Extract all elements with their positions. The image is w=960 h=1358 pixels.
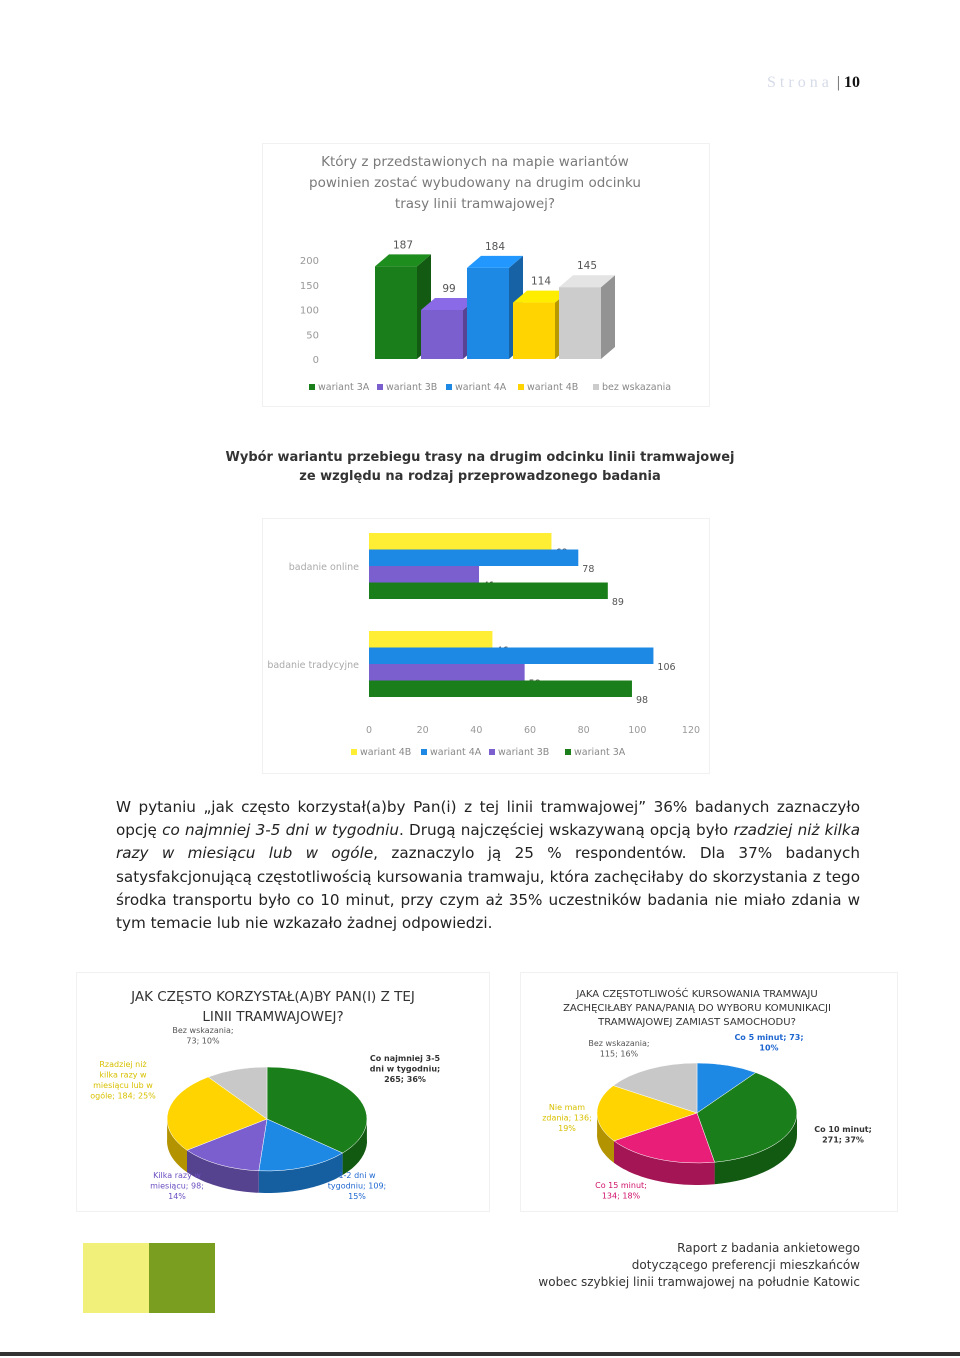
- y-tick-label: 150: [299, 280, 319, 292]
- legend-item: [518, 382, 578, 393]
- data-label: 89: [611, 597, 624, 608]
- slice-label: miesiącu lub w: [93, 1081, 153, 1090]
- y-tick-label: 50: [306, 330, 319, 342]
- paragraph-italic-2: rzadziej niż kilka razy w miesiącu lub w ogóle: [116, 821, 860, 863]
- footer-line3: wobec szybkiej linii tramwajowej na południe Katowic: [538, 1275, 860, 1289]
- chart-title: [309, 154, 641, 212]
- slice-label: Kilka razy w: [153, 1171, 201, 1180]
- page-header: [767, 74, 860, 92]
- slice-label: dni w tygodniu;: [369, 1064, 441, 1074]
- slice-label: 1-2 dni w: [338, 1171, 376, 1180]
- y-axis-ticks: [300, 256, 319, 366]
- page-number: 10: [844, 74, 860, 91]
- footer-line1: Raport z badania ankietowego: [677, 1241, 860, 1255]
- pie-slices: [597, 1063, 797, 1163]
- legend-item: [489, 747, 549, 758]
- category-label: badanie online: [288, 562, 359, 573]
- data-label: 98: [635, 695, 649, 706]
- slice-label: Bez wskazania;: [588, 1039, 650, 1048]
- slice-label: 15%: [348, 1192, 366, 1201]
- paragraph-italic-1: co najmniej 3-5 dni w tygodniu: [162, 821, 399, 840]
- chart-title-line: LINII TRAMWAJOWEJ?: [202, 1009, 344, 1025]
- survey-type-bar-chart-svg: [263, 519, 709, 773]
- slice-label: Rzadziej niż: [99, 1060, 147, 1069]
- variant-bar-chart-svg: [263, 144, 709, 406]
- slice-label: 134; 18%: [601, 1191, 641, 1201]
- chart-title-line: JAKA CZĘSTOTLIWOŚĆ KURSOWANIA TRAMWAJU: [576, 989, 818, 1000]
- section-title-line1: Wybór wariantu przebiegu trasy na drugim odcinku linii tramwajowej: [225, 450, 735, 465]
- y-tick-label: 100: [299, 305, 319, 317]
- legend-item: [377, 382, 437, 393]
- footer-square-dark: [149, 1243, 215, 1313]
- x-tick-label: 20: [416, 725, 429, 736]
- footer-text: [538, 1240, 860, 1291]
- tram-frequency-pie-chart: [520, 972, 898, 1212]
- slice-label: 271; 37%: [822, 1135, 864, 1145]
- slice-label: Bez wskazania;: [172, 1026, 234, 1035]
- bar-wariant-3A: [369, 583, 624, 609]
- legend-label: bez wskazania: [602, 382, 672, 393]
- data-label: 187: [392, 239, 414, 252]
- x-tick-label: 100: [628, 725, 647, 736]
- slice-label: Co 15 minut;: [595, 1181, 647, 1190]
- slice-label: 14%: [168, 1192, 186, 1201]
- legend-item: [565, 747, 626, 758]
- data-label: 145: [576, 260, 598, 273]
- legend-label: wariant 3A: [318, 382, 370, 393]
- legend-label: wariant 4B: [360, 747, 412, 758]
- bar-wariant-3A: [369, 681, 648, 707]
- slice-label: Co 5 minut; 73;: [734, 1033, 804, 1042]
- slice-label: 10%: [759, 1043, 779, 1053]
- legend-item: [593, 382, 671, 393]
- bars: [369, 533, 676, 706]
- bottom-border: [0, 1352, 960, 1356]
- footer-line2: dotyczącego preferencji mieszkańców: [631, 1258, 860, 1272]
- variant-bar-chart: [262, 143, 710, 407]
- data-label: 184: [484, 240, 506, 253]
- data-label: 99: [442, 282, 456, 295]
- slice-label: kilka razy w: [99, 1070, 147, 1080]
- slice-label: ogóle; 184; 25%: [90, 1091, 156, 1101]
- x-tick-label: 80: [577, 725, 590, 736]
- legend-label: wariant 3B: [386, 382, 438, 393]
- legend-item: [446, 382, 507, 393]
- paragraph-text-1: W pytaniu „jak często korzystał(a)by Pan(i) z tej linii tramwajowej” 36% badanych zaznaczyło opcję: [116, 798, 860, 840]
- slice-label: tygodniu; 109;: [327, 1181, 387, 1191]
- chart-title-line: trasy linii tramwajowej?: [394, 196, 556, 212]
- paragraph-text-2: . Drugą najczęściej wskazywaną opcją było: [398, 821, 734, 840]
- page-separator: |: [836, 74, 840, 91]
- y-tick-label: 0: [312, 355, 319, 366]
- chart-title-line: JAK CZĘSTO KORZYSTAŁ(A)BY PAN(I) Z TEJ: [131, 989, 415, 1005]
- bars: [375, 239, 615, 359]
- usage-frequency-pie-chart: [76, 972, 490, 1212]
- paragraph-text-3: , zaznaczylo ją 25 % respondentów. Dla 37% badanych satysfakcjonującą częstotliwością kursowania tramwaju, która zachęciłaby do skorzystania z tego środka transportu było co 10 minut, przy czym aż 35% uczestników badania nie miało zdania w tym temacie lub nie wzkazało żadnej odpowiedzi.: [116, 844, 860, 933]
- section-title-line2: ze względu na rodzaj przeprowadzonego badania: [299, 469, 661, 484]
- data-label: 106: [657, 662, 676, 673]
- legend-item: [421, 747, 482, 758]
- x-tick-label: 40: [470, 725, 483, 736]
- slice-label: Co najmniej 3-5: [369, 1054, 441, 1063]
- chart-title: [563, 987, 831, 1028]
- section-title: [180, 448, 780, 486]
- chart-title: [130, 989, 415, 1025]
- legend-label: wariant 4A: [430, 747, 482, 758]
- legend: [351, 747, 626, 758]
- category-label: badanie tradycyjne: [267, 660, 359, 671]
- slice-label: 115; 16%: [599, 1049, 639, 1059]
- body-paragraph: [116, 796, 860, 935]
- y-tick-label: 200: [299, 256, 319, 267]
- page-label: Strona: [767, 74, 833, 91]
- tram-frequency-pie-svg: [521, 973, 897, 1211]
- x-tick-label: 0: [365, 725, 373, 736]
- x-tick-label: 120: [681, 725, 701, 736]
- legend-item: [309, 382, 370, 393]
- data-label: 114: [530, 275, 552, 288]
- slice-label: 19%: [558, 1124, 576, 1133]
- legend-item: [351, 747, 411, 758]
- slice-label: 265; 36%: [384, 1075, 426, 1084]
- x-tick-label: 60: [523, 725, 537, 736]
- chart-title-line: Który z przedstawionych na mapie wariantów: [321, 154, 629, 170]
- x-axis-ticks: [366, 725, 700, 736]
- pie-slices: [167, 1067, 367, 1171]
- slice-label: 73; 10%: [186, 1036, 220, 1046]
- chart-title-line: powinien zostać wybudowany na drugim odcinku: [309, 175, 641, 191]
- survey-type-bar-chart: [262, 518, 710, 774]
- category-labels: [267, 562, 359, 671]
- legend-label: wariant 4B: [527, 382, 579, 393]
- bar-bez-wskazania: [559, 260, 615, 359]
- legend-label: wariant 4A: [455, 382, 507, 393]
- data-label: 78: [582, 564, 595, 575]
- legend-label: wariant 3A: [574, 747, 626, 758]
- slice-label: Co 10 minut;: [814, 1125, 872, 1134]
- slice-label: zdania; 136;: [542, 1113, 592, 1123]
- legend-label: wariant 3B: [498, 747, 550, 758]
- slice-label: miesiącu; 98;: [150, 1181, 204, 1191]
- chart-title-line: TRAMWAJOWEJ ZAMIAST SAMOCHODU?: [598, 1017, 796, 1028]
- usage-frequency-pie-svg: [77, 973, 489, 1211]
- chart-title-line: ZACHĘCIŁABY PANA/PANIĄ DO WYBORU KOMUNIKACJI: [563, 1003, 831, 1014]
- footer-square-light: [83, 1243, 149, 1313]
- footer-logo-squares: [83, 1243, 215, 1313]
- slice-label: Nie mam: [548, 1103, 586, 1112]
- legend: [309, 382, 671, 393]
